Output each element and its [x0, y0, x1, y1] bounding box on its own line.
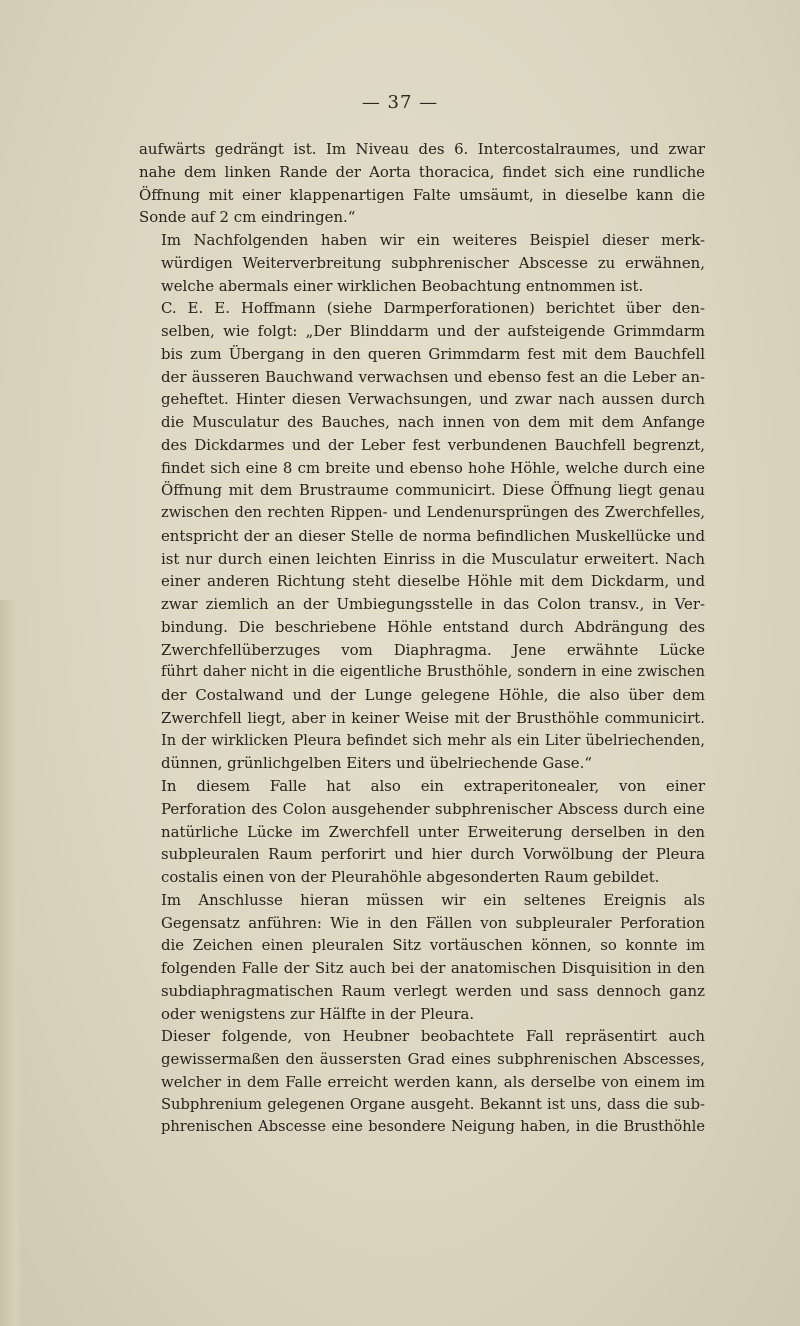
paragraph-4 — [139, 775, 705, 889]
text-line: der Costalwand und der Lunge gelegene Höhle, die also über dem — [161, 686, 705, 704]
text-line: bindung. Die beschriebene Höhle entstand durch Abdrängung des — [161, 617, 705, 636]
text-line: C. E. E. Hoffmann (siehe Darmperforationen) berichtet über den- — [161, 299, 705, 318]
text-line: findet sich eine 8 cm breite und ebenso hohe Höhle, welche durch eine — [161, 458, 705, 477]
text-line: In diesem Falle hat also ein extraperitonealer, von einer — [161, 777, 705, 795]
page-number: — 37 — — [361, 92, 439, 113]
text-line: oder wenigstens zur Hälfte in der Pleura. — [161, 1004, 475, 1023]
text-line: welche abermals einer wirklichen Beobachtung entnommen ist. — [161, 276, 644, 295]
text-line: Subphrenium gelegenen Organe ausgeht. Bekannt ist uns, dass die sub- — [161, 1095, 705, 1113]
text-line: Zwerchfellüberzuges vom Diaphragma. Jene erwähnte Lücke — [161, 640, 705, 659]
text-line: Gegensatz anführen: Wie in den Fällen von subpleuraler Perforation — [161, 913, 705, 932]
text-line: natürliche Lücke im Zwerchfell unter Erweiterung derselben in den — [161, 822, 705, 841]
text-line: gewissermaßen den äussersten Grad eines subphrenischen Abscesses, — [161, 1050, 705, 1068]
paragraph-1 — [139, 138, 705, 229]
text-line: Sonde auf 2 cm eindringen.“ — [139, 208, 356, 227]
text-line: ist nur durch einen leichten Einriss in die Musculatur erweitert. Nach — [161, 549, 705, 568]
paragraph-6 — [139, 1025, 705, 1139]
text-line: phrenischen Abscesse eine besondere Neigung haben, in die Brusthöhle — [161, 1118, 705, 1136]
text-line: würdigen Weiterverbreitung subphrenischer Abscesse zu erwähnen, — [161, 253, 705, 272]
text-line: des Dickdarmes und der Leber fest verbundenen Bauchfell begrenzt, — [161, 435, 705, 454]
body-text — [139, 138, 705, 1139]
text-line: Im Nachfolgenden haben wir ein weiteres Beispiel dieser merk- — [161, 231, 705, 249]
text-line: selben, wie folgt: „Der Blinddarm und der aufsteigende Grimmdarm — [161, 322, 705, 340]
text-line: nahe dem linken Rande der Aorta thoracica, findet sich eine rundliche — [139, 162, 705, 181]
text-line: entspricht der an dieser Stelle de norma befindlichen Muskellücke und — [161, 526, 705, 545]
text-line: führt daher nicht in die eigentliche Brusthöhle, sondern in eine zwischen — [161, 664, 705, 681]
text-line: Öffnung mit dem Brustraume communicirt. Diese Öffnung liegt genau — [161, 481, 705, 500]
text-line: In der wirklicken Pleura befindet sich mehr als ein Liter übelriechenden, — [161, 732, 705, 749]
text-line: folgenden Falle der Sitz auch bei der anatomischen Disquisition in den — [161, 959, 705, 977]
binding-shadow — [0, 600, 22, 1326]
text-line: Zwerchfell liegt, aber in keiner Weise mit der Brusthöhle communicirt. — [161, 708, 705, 727]
text-line: geheftet. Hinter diesen Verwachsungen, und zwar nach aussen durch — [161, 390, 705, 409]
text-line: welcher in dem Falle erreicht werden kann, als derselbe von einem im — [161, 1072, 705, 1091]
text-line: Öffnung mit einer klappenartigen Falte umsäumt, in dieselbe kann die — [139, 185, 705, 204]
text-line: subdiaphragmatischen Raum verlegt werden und sass dennoch ganz — [161, 981, 705, 1000]
text-line: aufwärts gedrängt ist. Im Niveau des 6. Intercostalraumes, und zwar — [139, 140, 705, 158]
text-line: Im Anschlusse hieran müssen wir ein seltenes Ereignis als — [161, 890, 705, 909]
text-line: zwar ziemlich an der Umbiegungsstelle in das Colon transv., in Ver- — [161, 595, 705, 613]
text-line: Perforation des Colon ausgehender subphrenischer Abscess durch eine — [161, 799, 705, 818]
text-line: subpleuralen Raum perforirt und hier durch Vorwölbung der Pleura — [161, 845, 705, 864]
text-line: einer anderen Richtung steht dieselbe Höhle mit dem Dickdarm, und — [161, 572, 705, 591]
paragraph-3 — [139, 297, 705, 775]
paragraph-2 — [139, 229, 705, 297]
text-line: zwischen den rechten Rippen- und Lendenursprüngen des Zwerchfelles, — [161, 504, 705, 521]
text-line: bis zum Übergang in den queren Grimmdarm fest mit dem Bauchfell — [161, 344, 705, 363]
paragraph-5 — [139, 889, 705, 1026]
text-line: dünnen, grünlichgelben Eiters und übelriechende Gase.“ — [161, 754, 592, 773]
text-line: die Musculatur des Bauches, nach innen von dem mit dem Anfange — [161, 413, 705, 431]
text-line: costalis einen von der Pleurahöhle abgesonderten Raum gebildet. — [161, 868, 660, 886]
text-line: die Zeichen einen pleuralen Sitz vortäuschen können, so konnte im — [161, 936, 705, 955]
text-line: Dieser folgende, von Heubner beobachtete Fall repräsentirt auch — [161, 1027, 705, 1046]
text-line: der äusseren Bauchwand verwachsen und ebenso fest an die Leber an- — [161, 367, 705, 386]
